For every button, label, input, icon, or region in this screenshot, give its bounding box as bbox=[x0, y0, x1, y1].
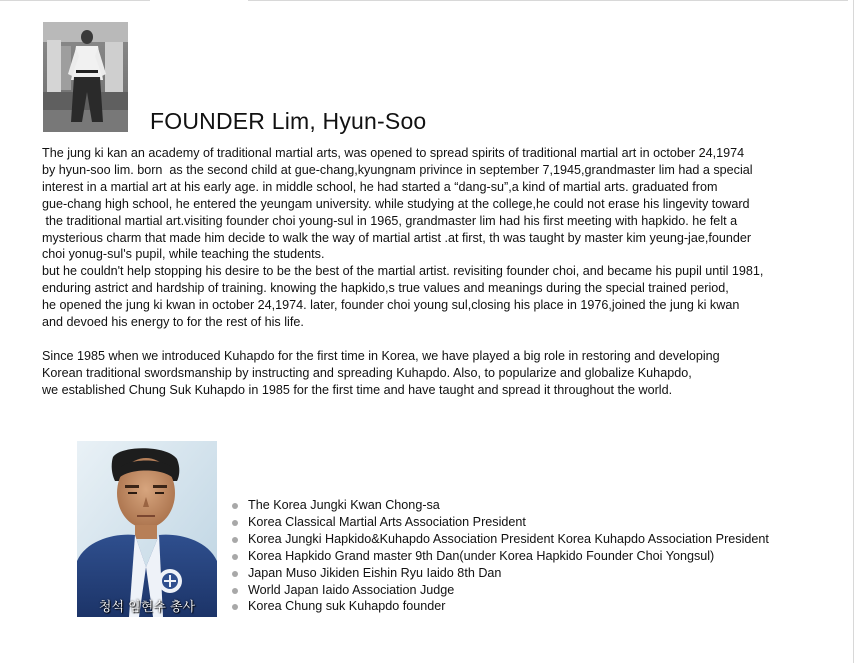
bio-line: interest in a martial art at his early age. in middle school, he had started a “dang-su”,a kind of martial arts. graduated from bbox=[42, 179, 718, 194]
bio-line: mysterious charm that made him decide to walk the way of martial artist .at first, th was taught by master kim yeung-jae,founder bbox=[42, 230, 752, 245]
kuhapdo-line: Korean traditional swordsmanship by instructing and spreading Kuhapdo. Also, to popularize and globalize Kuhapdo, bbox=[42, 365, 692, 380]
bio-line: gue-chang high school, he entered the yeungam university. while studying at the college,he could not erase his lingevity toward bbox=[42, 196, 750, 211]
kuhapdo-line: Since 1985 when we introduced Kuhapdo for the first time in Korea, we have played a big role in restoring and developing bbox=[42, 348, 720, 363]
paragraph-gap bbox=[42, 331, 852, 348]
founder-dojang-photo bbox=[43, 22, 128, 132]
list-item: The Korea Jungki Kwan Chong-sa bbox=[232, 497, 769, 514]
list-item: Japan Muso Jikiden Eishin Ryu Iaido 8th Dan bbox=[232, 565, 769, 582]
top-border-left bbox=[0, 0, 150, 1]
founder-biography bbox=[42, 145, 852, 399]
list-item: World Japan Iaido Association Judge bbox=[232, 582, 769, 599]
bio-line: he opened the jung ki kwan in october 24,1974. later, founder choi young sul,closing his place in 1976,joined the jung ki kwan bbox=[42, 298, 740, 313]
list-item: Korea Hapkido Grand master 9th Dan(under Korea Hapkido Founder Choi Yongsul) bbox=[232, 548, 769, 565]
bio-line: The jung ki kan an academy of traditional martial arts, was opened to spread spirits of traditional martial art in october 24,1974 bbox=[42, 146, 745, 160]
bio-line: the traditional martial art.visiting founder choi young-sul in 1965, grandmaster lim had his first meeting with hapkido. he felt a bbox=[42, 213, 738, 228]
list-item: Korea Jungki Hapkido&Kuhapdo Association President Korea Kuhapdo Association President bbox=[232, 531, 769, 548]
right-border bbox=[853, 0, 854, 663]
list-item: Korea Classical Martial Arts Association President bbox=[232, 514, 769, 531]
bio-line: enduring astrict and hardship of training. knowing the hapkido,s true values and meanings during the special trained period, bbox=[42, 281, 729, 296]
founder-portrait-image bbox=[77, 441, 217, 617]
bio-line: choi yonug-sul's pupil, while teaching the students. bbox=[42, 247, 325, 262]
kuhapdo-line: we established Chung Suk Kuhapdo in 1985 for the first time and have taught and spread it throughout the world. bbox=[42, 382, 673, 397]
portrait-caption: 청석 임현수 총사 bbox=[98, 600, 196, 615]
founder-portrait bbox=[77, 441, 217, 617]
top-border-right bbox=[248, 0, 848, 1]
bio-line: by hyun-soo lim. born as the second child at gue-chang,kyungnam privince in september 7,1945,grandmaster lim had a special bbox=[42, 162, 753, 177]
bio-line: but he couldn't help stopping his desire to be the best of the martial artist. revisiting founder choi, and became his pupil until 1981, bbox=[42, 264, 764, 279]
founder-dojang-photo-image bbox=[43, 22, 128, 132]
page-title: FOUNDER Lim, Hyun-Soo bbox=[150, 108, 427, 134]
founder-titles-list bbox=[232, 497, 769, 615]
bio-line: and devoed his energy to for the rest of his life. bbox=[42, 315, 304, 330]
list-item: Korea Chung suk Kuhapdo founder bbox=[232, 598, 769, 615]
